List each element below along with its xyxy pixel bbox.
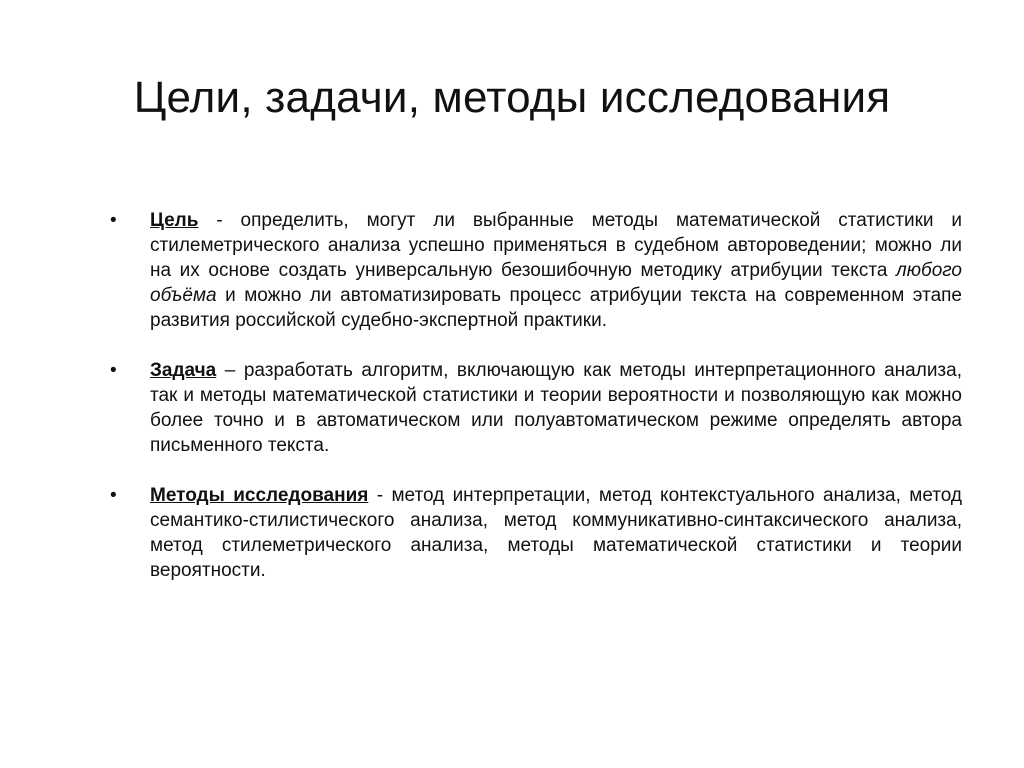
bullet-goal — [108, 208, 962, 333]
bullet-emphasis: любого объёма — [150, 260, 962, 306]
bullet-text: - определить, могут ли выбранные методы математической статистики и стилеметрического анализа успешно применяться в судебном автороведении; можно ли на их основе создать универсальную безошибочную методику атрибуции текста — [150, 210, 962, 281]
bullet-methods — [108, 483, 962, 583]
bullet-list — [108, 208, 962, 583]
slide-title: Цели, задачи, методы исследования — [133, 73, 891, 122]
bullet-text: - метод интерпретации, метод контекстуального анализа, метод семантико-стилистического анализа, метод коммуникативно-синтаксического анализа, метод стилеметрического анализа, методы математической статистики и теории вероятности. — [150, 485, 962, 581]
bullet-term: Задача — [150, 360, 217, 381]
bullet-task — [108, 358, 962, 458]
bullet-dot-icon: • — [110, 210, 117, 231]
bullet-text: и можно ли автоматизировать процесс атрибуции текста на современном этапе развития российской судебно-экспертной практики. — [150, 285, 962, 331]
bullet-term: Цель — [150, 210, 199, 231]
bullet-term: Методы исследования — [150, 485, 369, 506]
bullet-dot-icon: • — [110, 360, 117, 381]
bullet-dot-icon: • — [110, 485, 117, 506]
bullet-text: – разработать алгоритм, включающую как методы интерпретационного анализа, так и методы математической статистики и теории вероятности и позволяющую как можно более точно и в автоматическом или полуавтоматическом режиме определять автора письменного текста. — [150, 360, 962, 456]
